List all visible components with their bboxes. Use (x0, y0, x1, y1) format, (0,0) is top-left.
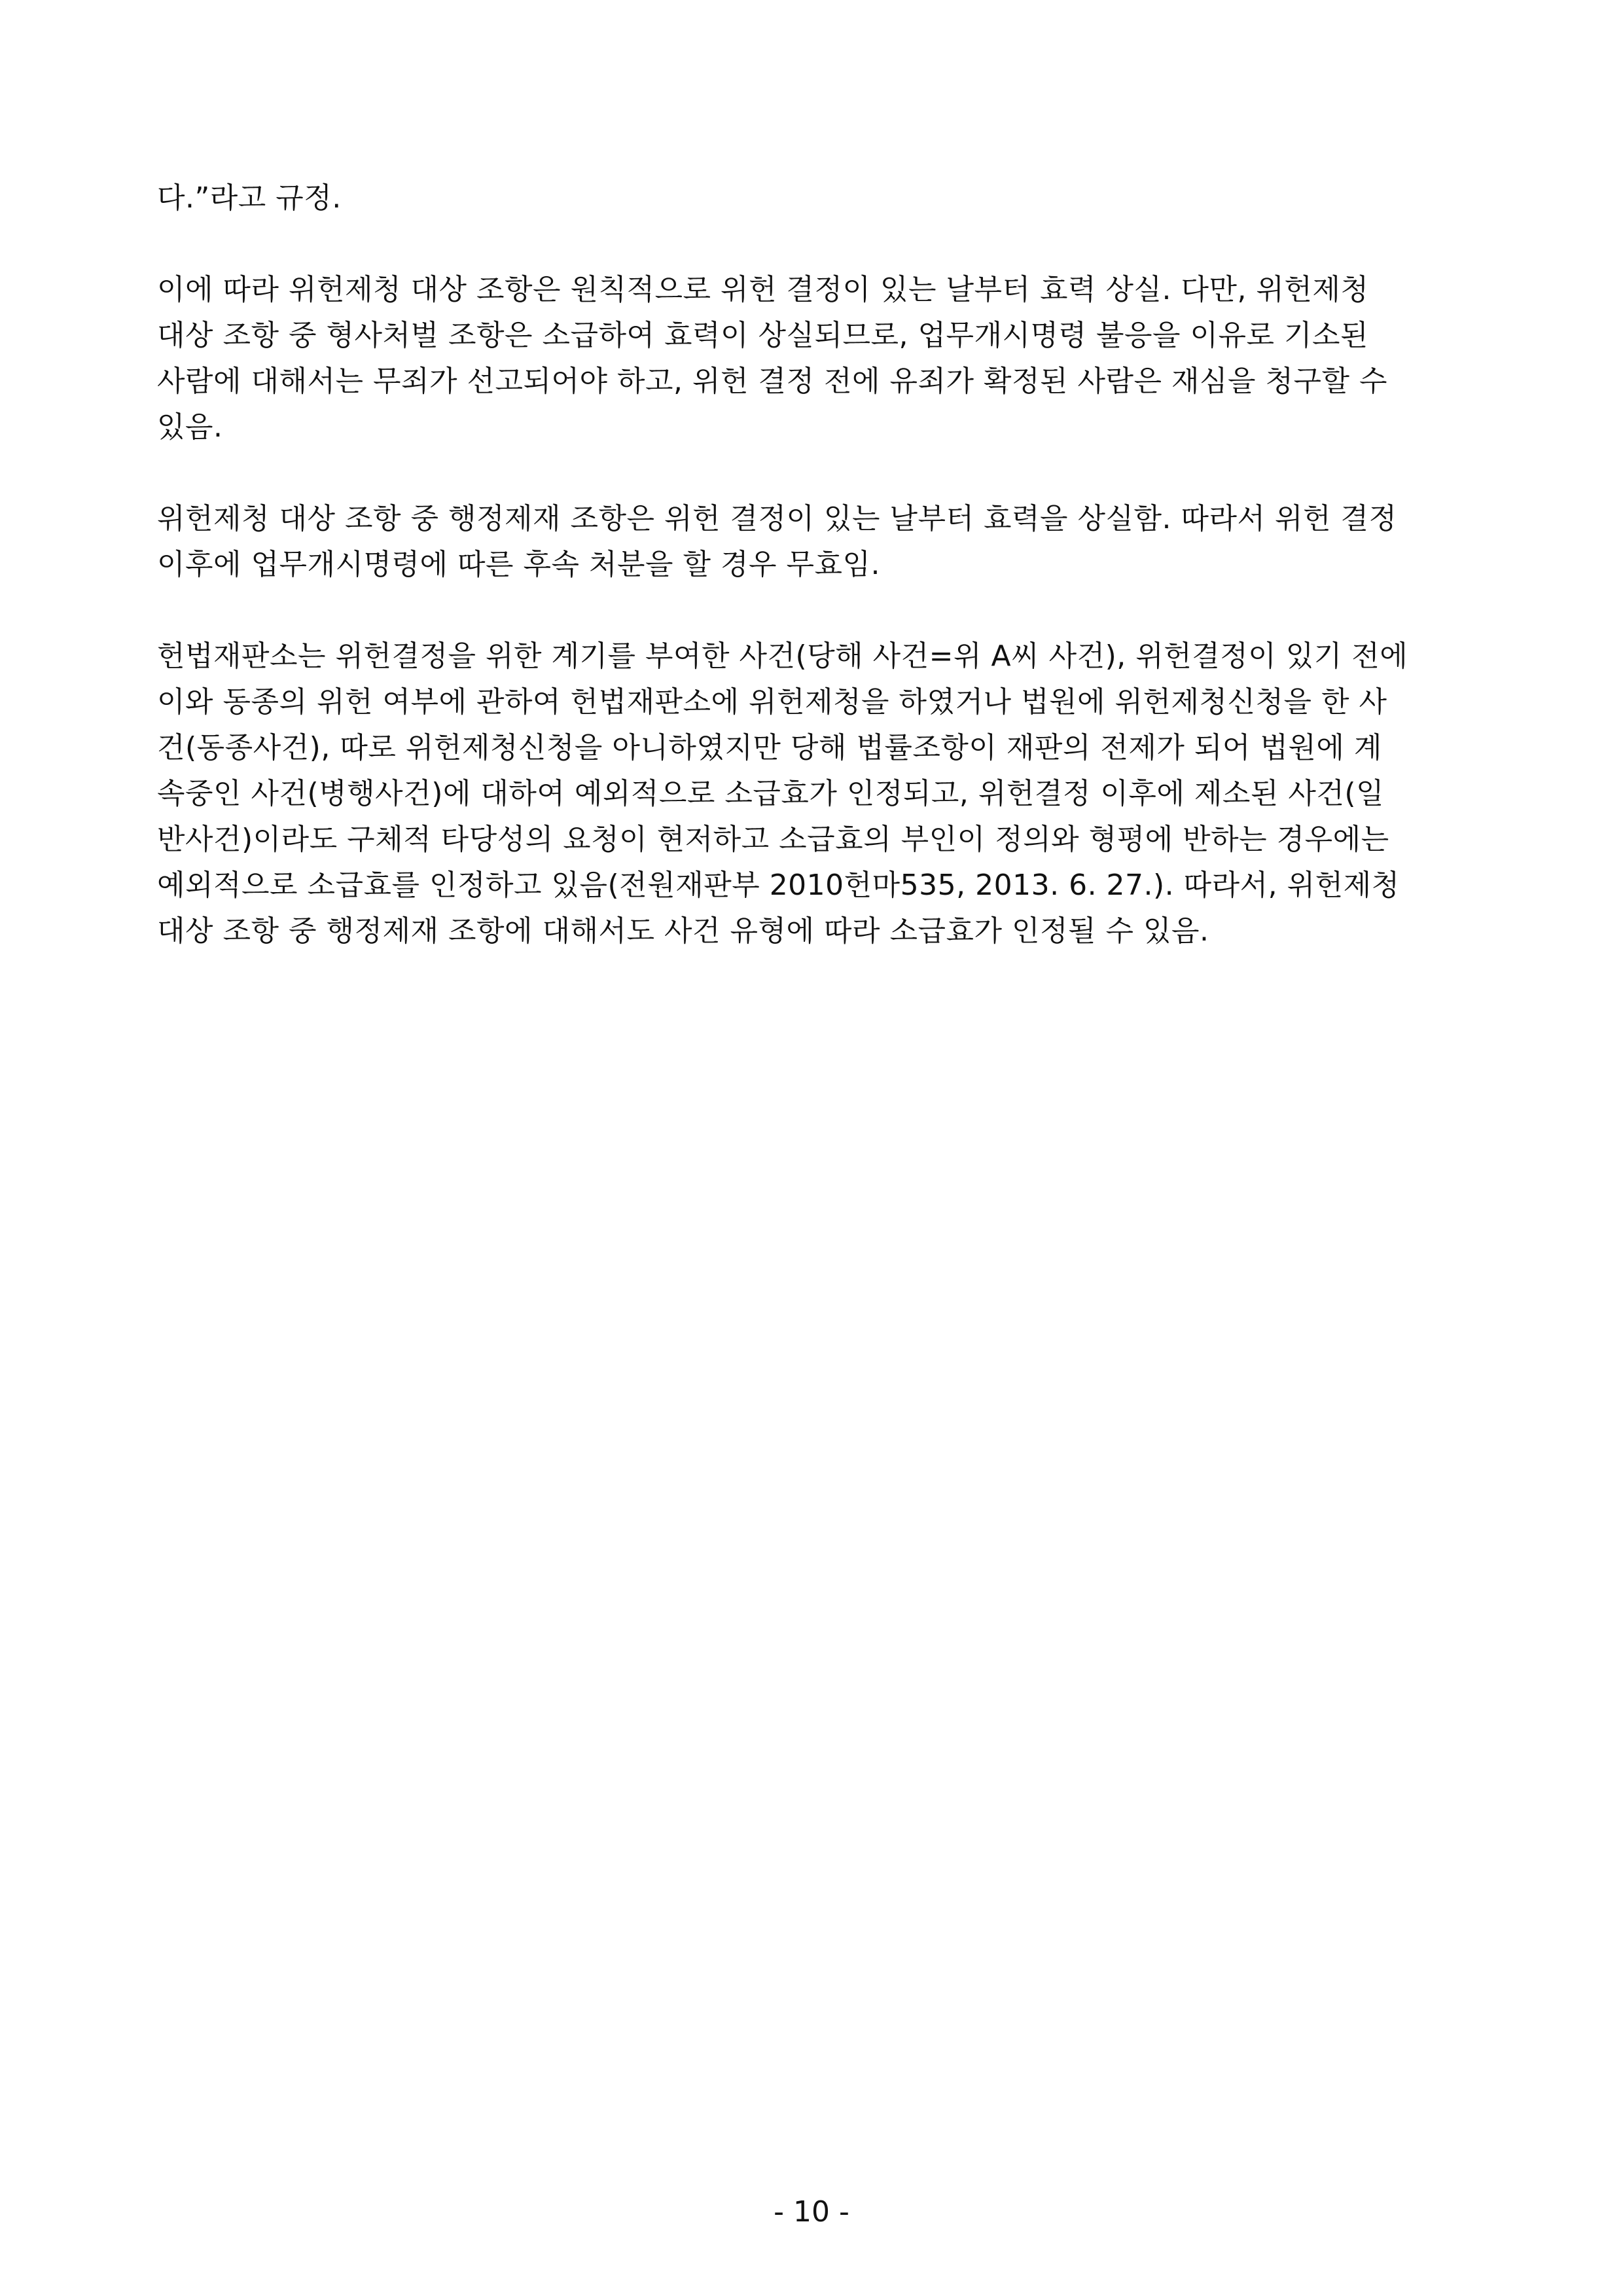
paragraph-continuation: 다.”라고 규정. (157, 181, 342, 215)
paragraph-retroactive-effect: 헌법재판소는 위헌결정을 위한 계기를 부여한 사건(당해 사건=위 A씨 사건), 위헌결정이 있기 전에 이와 동종의 위헌 여부에 관하여 헌법재판소에 위헌제청을 하였거나 법원에 위헌제청신청을 한 사 건(동종사건), 따로 위헌제청신청을 아니하였지만 당해 법률조항이 재판의 전제가 되어 법원에 계 속중인 사건(병행사건)에 대하여 예외적으로 소급효가 인정되고, 위헌결정 이후에 제소된 사건(일 반사건)이라도 구체적 타당성의 요청이 현저하고 소급효의 부인이 정의와 형평에 반하는 경우에는 예외적으로 소급효를 인정하고 있음(전원재판부 2010헌마535, 2013. 6. 27.). 따라서, 위헌제청 대상 조항 중 행정제재 조항에 대해서도 사건 유형에 따라 소급효가 인정될 수 있음. (157, 639, 1408, 948)
page-number: - 10 - (774, 2195, 849, 2229)
paragraph-effect-loss: 이에 따라 위헌제청 대상 조항은 원칙적으로 위헌 결정이 있는 날부터 효력 상실. 다만, 위헌제청 대상 조항 중 형사처벌 조항은 소급하여 효력이 상실되므로, 업무개시명령 불응을 이유로 기소된 사람에 대해서는 무죄가 선고되어야 하고, 위헌 결정 전에 유죄가 확정된 사람은 재심을 청구할 수 있음. (157, 273, 1387, 444)
paragraph-administrative-sanction: 위헌제청 대상 조항 중 행정제재 조항은 위헌 결정이 있는 날부터 효력을 상실함. 따라서 위헌 결정 이후에 업무개시명령에 따른 후속 처분을 할 경우 무효임. (157, 502, 1397, 581)
document-body (157, 175, 1469, 954)
